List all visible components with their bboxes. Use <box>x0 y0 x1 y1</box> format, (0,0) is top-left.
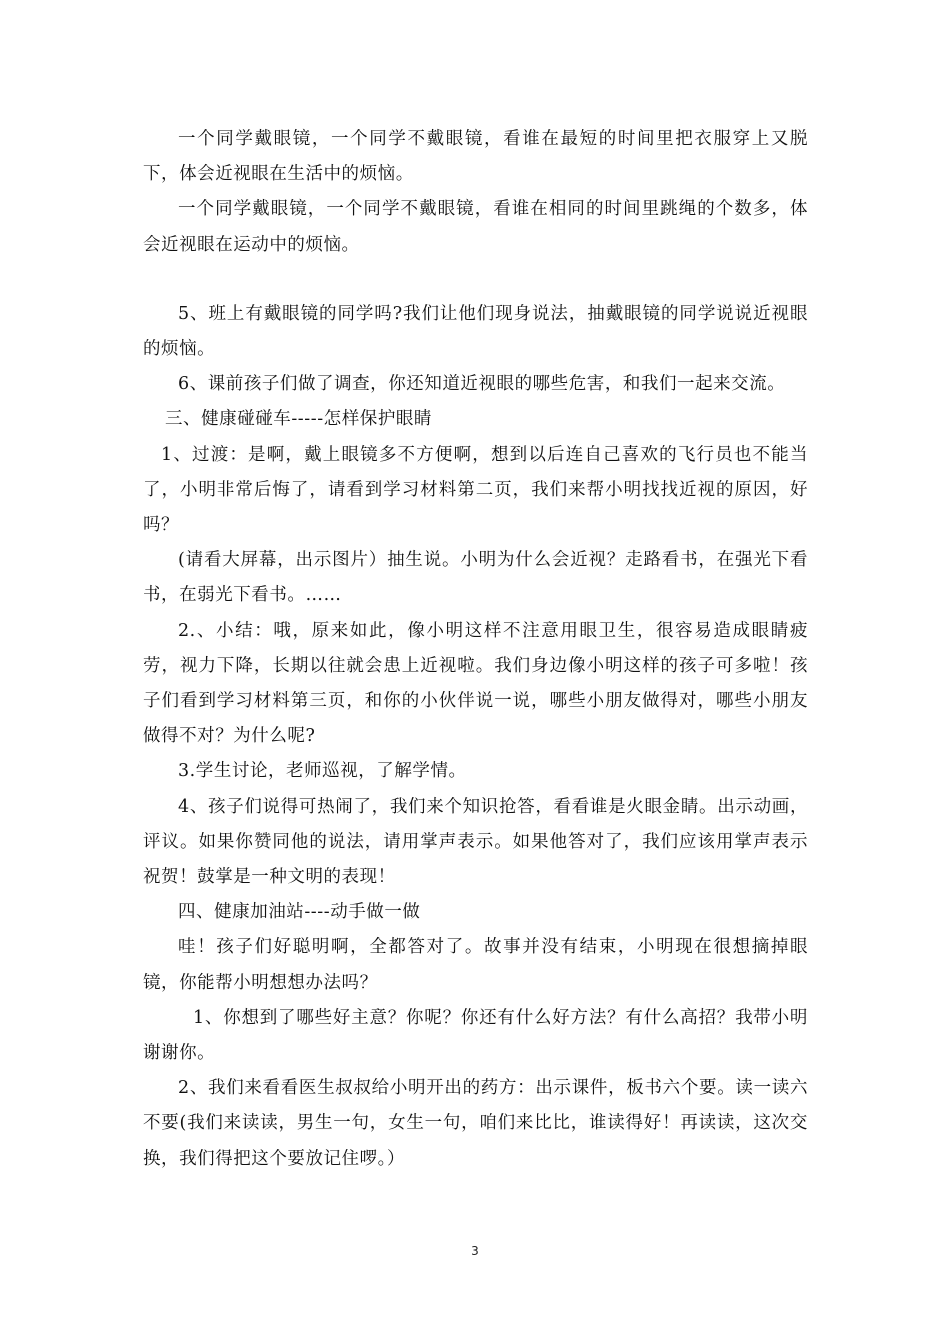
paragraph: 2、我们来看看医生叔叔给小明开出的药方：出示课件，板书六个要。读一读六不要(我们来读读，男生一句，女生一句，咱们来比比，谁读得好！再读读，这次交换，我们得把这个要放记住啰。） <box>143 1078 808 1169</box>
paragraph: 1、你想到了哪些好主意？你呢？你还有什么好方法？有什么高招？我带小明谢谢你。 <box>143 1007 808 1064</box>
paragraph: (请看大屏幕，出示图片）抽生说。小明为什么会近视？走路看书，在强光下看书，在弱光下看书。…… <box>143 550 808 606</box>
paragraph: 6、课前孩子们做了调查，你还知道近视眼的哪些危害，和我们一起来交流。 <box>178 374 786 395</box>
document-body <box>143 122 808 1177</box>
paragraph: 哇！孩子们好聪明啊，全都答对了。故事并没有结束，小明现在很想摘掉眼镜，你能帮小明想想办法吗？ <box>143 937 808 993</box>
paragraph: 2.、小结：哦，原来如此，像小明这样不注意用眼卫生，很容易造成眼睛疲劳，视力下降，长期以往就会患上近视啦。我们身边像小明这样的孩子可多啦！孩子们看到学习材料第三页，和你的小伙伴说一说，哪些小朋友做得对，哪些小朋友做得不对？为什么呢? <box>143 620 808 747</box>
paragraph: 1、过渡：是啊，戴上眼镜多不方便啊，想到以后连自己喜欢的飞行员也不能当了，小明非常后悔了，请看到学习材料第二页，我们来帮小明找找近视的原因，好吗？ <box>143 444 808 536</box>
paragraph: 一个同学戴眼镜，一个同学不戴眼镜，看谁在最短的时间里把衣服穿上又脱下，体会近视眼在生活中的烦恼。 <box>143 129 808 185</box>
section-heading: 四、健康加油站----动手做一做 <box>178 902 421 923</box>
paragraph: 3.学生讨论，老师巡视，了解学情。 <box>178 761 467 782</box>
paragraph: 5、班上有戴眼镜的同学吗?我们让他们现身说法，抽戴眼镜的同学说说近视眼的烦恼。 <box>143 303 808 360</box>
paragraph: 一个同学戴眼镜，一个同学不戴眼镜，看谁在相同的时间里跳绳的个数多，体会近视眼在运动中的烦恼。 <box>143 199 808 255</box>
paragraph: 4、孩子们说得可热闹了，我们来个知识抢答，看看谁是火眼金睛。出示动画，评议。如果你赞同他的说法，请用掌声表示。如果他答对了，我们应该用掌声表示祝贺！鼓掌是一种文明的表现！ <box>143 796 808 888</box>
section-heading: 三、健康碰碰车-----怎样保护眼睛 <box>165 409 432 430</box>
page-number: 3 <box>471 1244 479 1258</box>
paragraph-gap <box>143 263 808 297</box>
